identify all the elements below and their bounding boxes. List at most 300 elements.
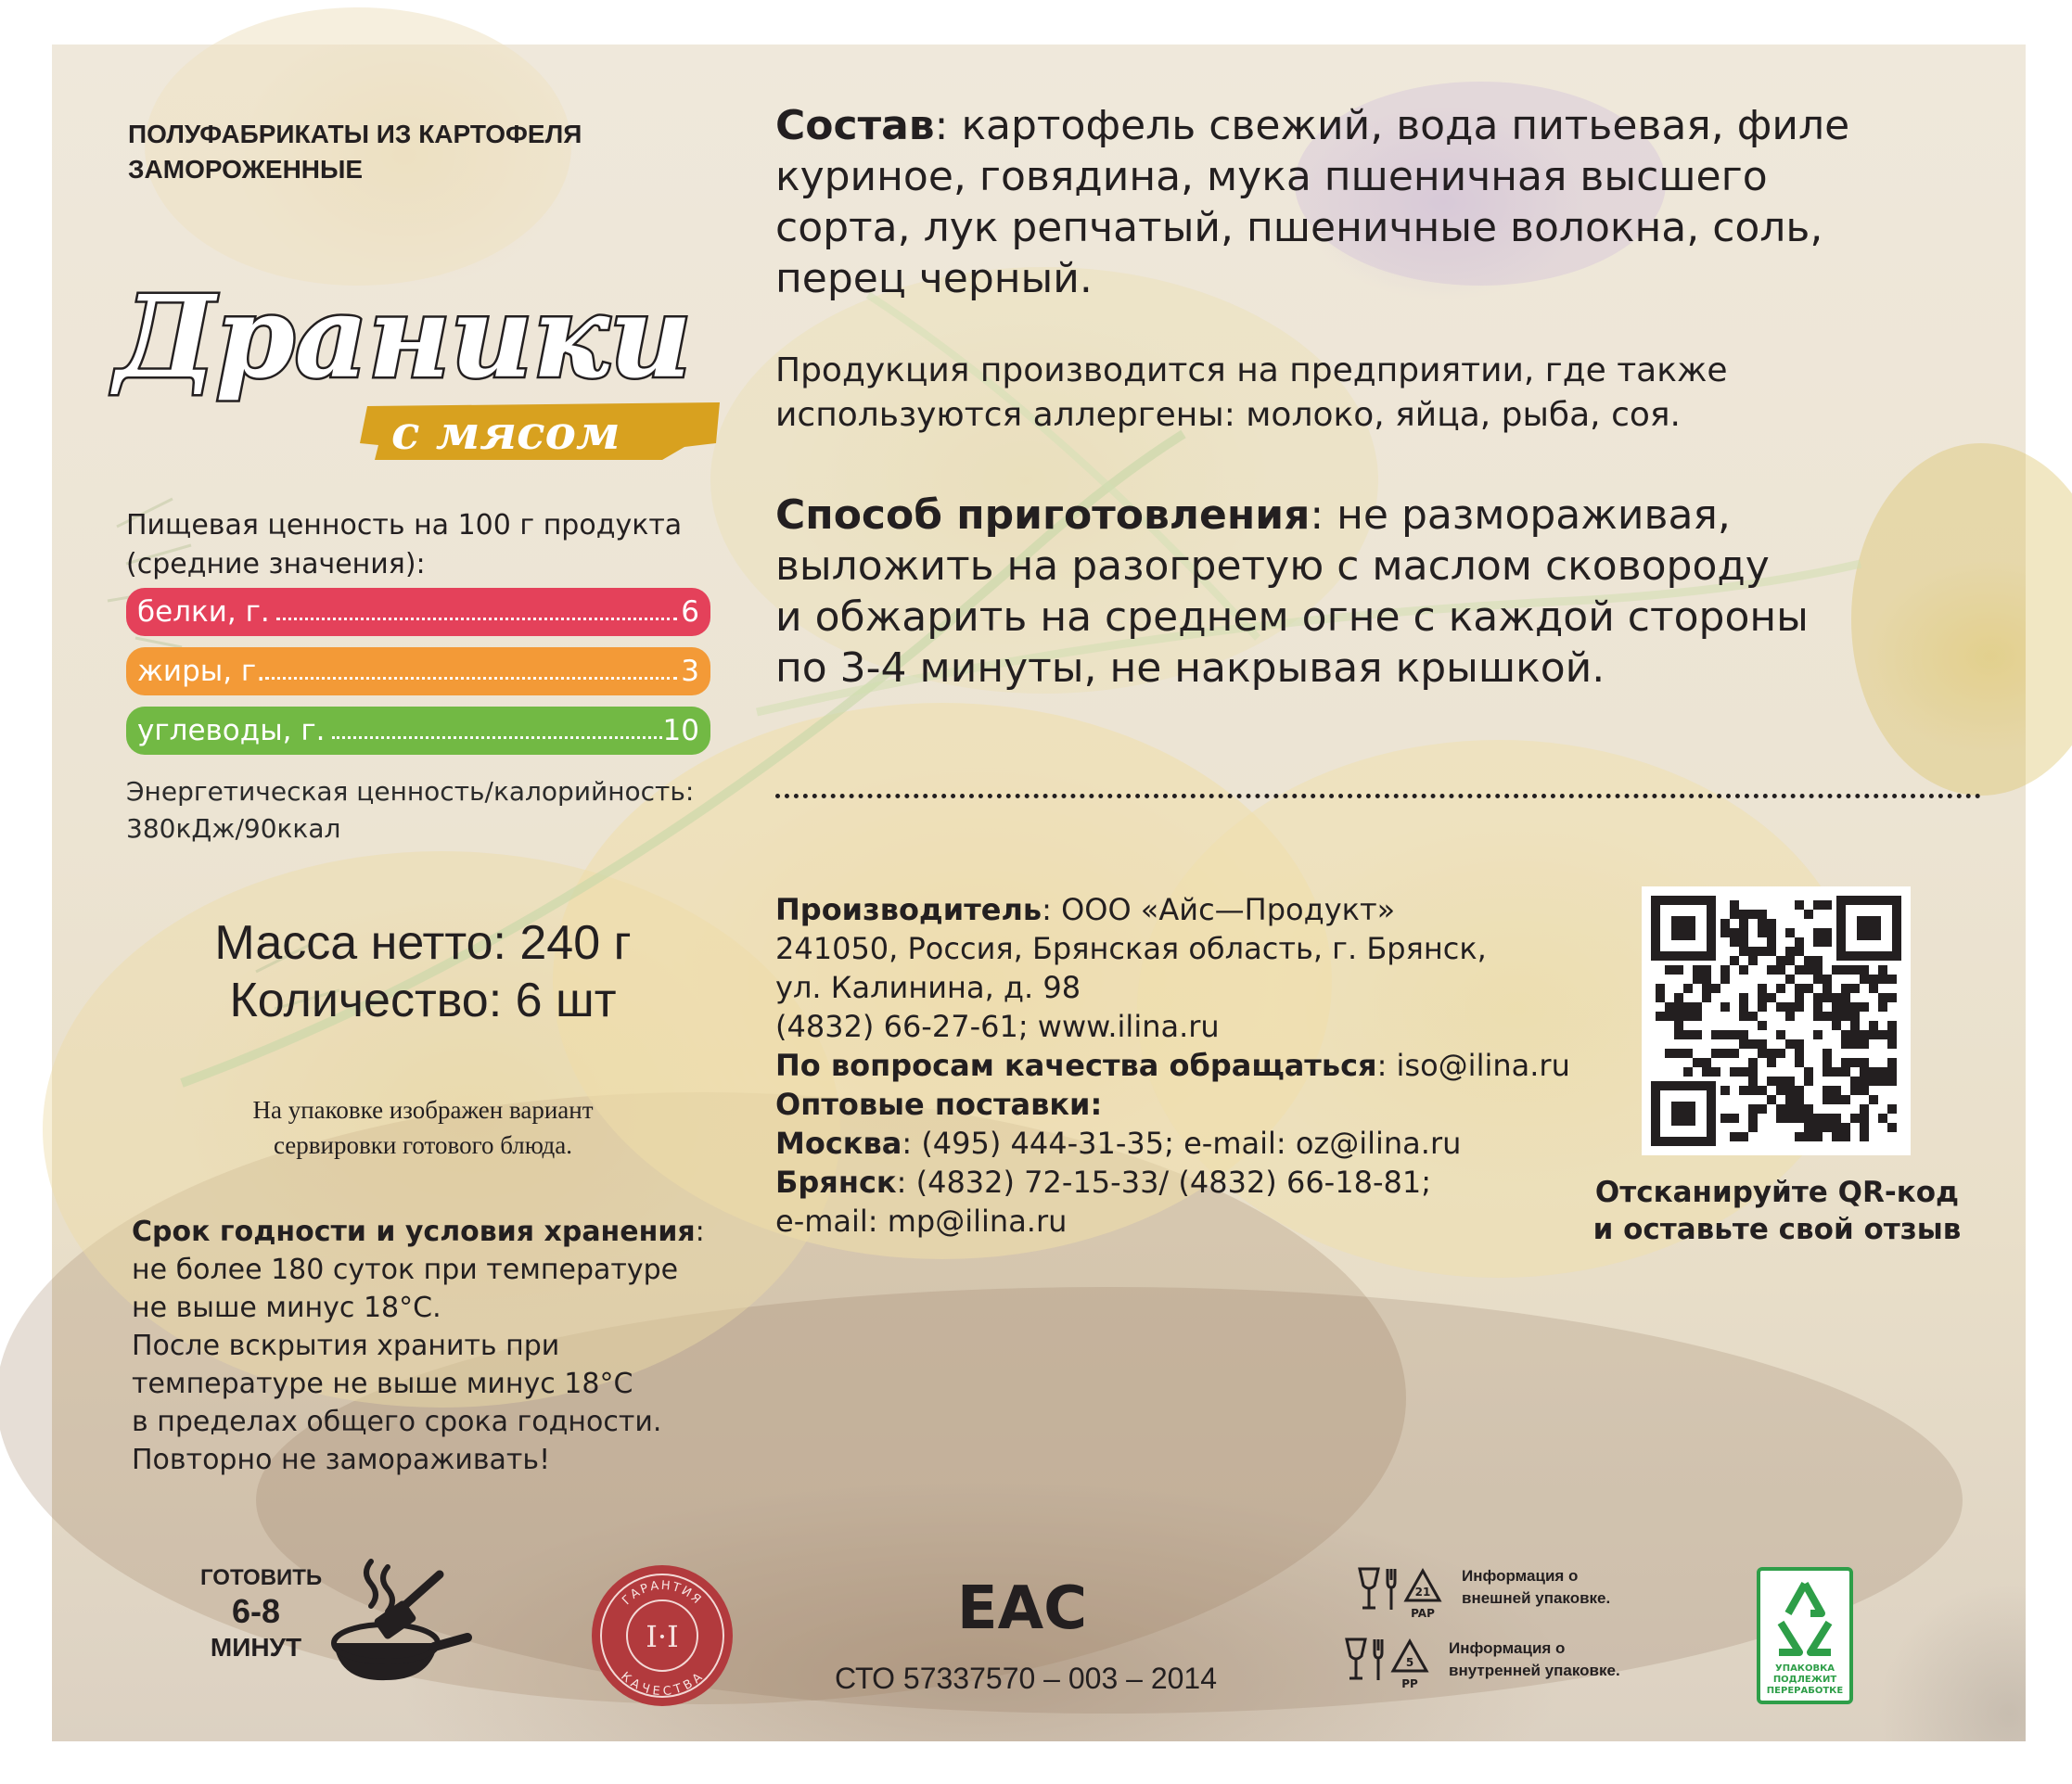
qr-module	[1887, 1021, 1897, 1030]
nutrition-value: 3	[681, 655, 699, 688]
producer-line: Производитель: ООО «Айс—Продукт»	[775, 892, 1396, 927]
seal-center-text: I·I	[646, 1619, 679, 1654]
qr-module	[1739, 1039, 1748, 1049]
qr-module	[1739, 928, 1748, 937]
qr-module	[1758, 910, 1767, 919]
qr-module	[1832, 1132, 1841, 1141]
qr-module	[1767, 937, 1776, 947]
qr-module	[1748, 947, 1758, 956]
qr-module	[1795, 1039, 1804, 1049]
qr-module	[1720, 1086, 1730, 1095]
product-category-line1: ПОЛУФАБРИКАТЫ ИЗ КАРТОФЕЛЯ	[128, 120, 582, 148]
moscow-label: Москва	[775, 1126, 902, 1161]
qr-module	[1748, 1039, 1758, 1049]
qr-module	[1748, 956, 1758, 965]
qr-module	[1702, 1058, 1711, 1067]
qr-module	[1795, 984, 1804, 993]
qr-module	[1785, 1114, 1795, 1123]
qr-module	[1785, 1104, 1795, 1114]
product-category-line2: ЗАМОРОЖЕННЫЕ	[128, 155, 364, 184]
bryansk-email: e-mail: mp@ilina.ru	[775, 1204, 1068, 1239]
qr-module	[1823, 1049, 1832, 1058]
qr-module	[1785, 928, 1795, 937]
storage-line: Повторно не замораживать!	[132, 1444, 551, 1476]
qr-caption-line1: Отсканируйте QR-код	[1594, 1176, 1960, 1209]
qr-module	[1683, 1030, 1693, 1039]
eac-text: EAC	[956, 1574, 1088, 1643]
qr-module	[1823, 1123, 1832, 1132]
qr-module	[1795, 947, 1804, 956]
qr-module	[1813, 937, 1823, 947]
qr-module	[1711, 984, 1720, 993]
storage-line: в пределах общего срока годности.	[132, 1406, 662, 1438]
qr-module	[1711, 1067, 1720, 1077]
qr-module	[1739, 1012, 1748, 1021]
qr-module	[1813, 1132, 1823, 1141]
qr-module	[1869, 1021, 1878, 1030]
qr-module	[1804, 956, 1813, 965]
qr-module	[1674, 1049, 1683, 1058]
qr-module	[1730, 1049, 1739, 1058]
qr-module	[1702, 1067, 1711, 1077]
qr-module	[1785, 1095, 1795, 1104]
qr-module	[1730, 937, 1739, 947]
composition	[775, 100, 1972, 304]
qr-module	[1832, 1021, 1841, 1030]
nutrition-bar-fat	[126, 647, 710, 695]
qr-module	[1693, 1030, 1702, 1039]
quantity: Количество: 6 шт	[229, 974, 617, 1027]
qr-module	[1832, 993, 1841, 1002]
qr-module	[1832, 965, 1841, 975]
storage-line: не более 180 суток при температуре	[132, 1254, 679, 1286]
qr-module	[1683, 1002, 1693, 1012]
qr-module	[1758, 947, 1767, 956]
cooking-line3: и обжарить на среднем огне с каждой стороны	[775, 593, 1809, 641]
qr-module	[1841, 1058, 1850, 1067]
qr-module	[1656, 993, 1665, 1002]
qr-module	[1887, 1039, 1897, 1049]
qr-module	[1804, 1123, 1813, 1132]
energy-line1: Энергетическая ценность/калорийность:	[126, 776, 695, 807]
qr-module	[1795, 937, 1804, 947]
cooking-line2: выложить на разогретую с маслом сковороду	[775, 542, 1770, 590]
qr-module	[1823, 1067, 1832, 1077]
composition-line2: куриное, говядина, мука пшеничная высшего	[775, 153, 1768, 200]
nutrition-bar-carbs	[126, 707, 710, 755]
qr-module	[1832, 1086, 1841, 1095]
qr-module	[1878, 965, 1887, 975]
allergens-line2: используются аллергены: молоко, яйца, рыба, соя.	[775, 396, 1681, 434]
qr-module	[1758, 1086, 1767, 1095]
qr-module	[1795, 1086, 1804, 1095]
qr-caption-line2: и оставьте свой отзыв	[1592, 1213, 1962, 1246]
allergens-line1: Продукция производится на предприятии, где также	[775, 351, 1728, 389]
storage-line: После вскрытия хранить при	[132, 1330, 560, 1362]
qr-module	[1748, 1012, 1758, 1021]
nutrition-name: жиры, г.	[137, 655, 266, 688]
product-category	[128, 117, 703, 187]
qr-module	[1795, 1095, 1804, 1104]
storage-line: не выше минус 18°С.	[132, 1292, 441, 1324]
cook-time-top: ГОТОВИТЬ	[200, 1565, 323, 1590]
recycle-line3: ПЕРЕРАБОТКЕ	[1766, 1686, 1844, 1696]
qr-module	[1869, 1095, 1878, 1104]
quality-email: : iso@ilina.ru	[1376, 1048, 1570, 1083]
producer-phone-web: (4832) 66-27-61; www.ilina.ru	[775, 1009, 1220, 1044]
qr-module	[1841, 1030, 1850, 1039]
qr-module	[1850, 1058, 1860, 1067]
qr-module	[1850, 1114, 1860, 1123]
qr-module	[1813, 928, 1823, 937]
qr-module	[1730, 1114, 1739, 1123]
qr-module	[1776, 1049, 1785, 1058]
quality-seal-logo	[588, 1561, 736, 1710]
storage-colon: :	[695, 1216, 705, 1248]
cooking-label: Способ приготовления	[775, 491, 1311, 539]
qr-module	[1702, 993, 1711, 1002]
qr-module	[1887, 1030, 1897, 1039]
brand-name: Драники	[115, 270, 692, 403]
qr-module	[1674, 1021, 1683, 1030]
qr-module	[1887, 1104, 1897, 1114]
qr-module	[1795, 900, 1804, 910]
storage-conditions	[132, 1213, 799, 1479]
qr-module	[1832, 1123, 1841, 1132]
qr-module	[1795, 993, 1804, 1002]
outer-packaging-text: Информация о внешней упаковке.	[1462, 1567, 1611, 1607]
qr-module	[1887, 993, 1897, 1002]
qr-module	[1795, 1058, 1804, 1067]
cook-time-value: 6-8	[231, 1592, 281, 1630]
qr-module	[1693, 1002, 1702, 1012]
qr-module	[1823, 993, 1832, 1002]
qr-module	[1693, 1058, 1702, 1067]
cook-time-badge	[200, 1565, 323, 1663]
qr-module	[1739, 947, 1748, 956]
nutrition-heading	[126, 506, 757, 584]
eac-mark-icon	[956, 1565, 1088, 1643]
qr-module	[1860, 1123, 1869, 1132]
qr-module	[1656, 1012, 1665, 1021]
qr-module	[1841, 1132, 1850, 1141]
qr-module	[1823, 1086, 1832, 1095]
qr-module	[1832, 1002, 1841, 1012]
outer-packaging-icons	[1354, 1565, 1456, 1623]
qr-module	[1730, 1030, 1739, 1039]
composition-line4: перец черный.	[775, 255, 1093, 302]
qr-module	[1860, 1077, 1869, 1086]
qr-module	[1702, 975, 1711, 984]
qr-module	[1850, 1077, 1860, 1086]
qr-module	[1804, 910, 1813, 919]
qr-module	[1841, 1012, 1850, 1021]
qr-module	[1804, 1114, 1813, 1123]
qr-module	[1739, 993, 1748, 1002]
qr-module	[1758, 1021, 1767, 1030]
qr-module	[1823, 937, 1832, 947]
qr-module	[1887, 1077, 1897, 1086]
qr-module	[1730, 956, 1739, 965]
composition-line1: Состав: картофель свежий, вода питьевая, филе	[775, 102, 1850, 149]
qr-module	[1813, 1030, 1823, 1039]
cook-time-unit: МИНУТ	[210, 1633, 302, 1662]
qr-module	[1720, 965, 1730, 975]
qr-module	[1832, 1012, 1841, 1021]
qr-module	[1887, 975, 1897, 984]
qr-module	[1795, 1114, 1804, 1123]
inner-pack-material: PP	[1401, 1677, 1418, 1690]
qr-module	[1841, 1123, 1850, 1132]
qr-module	[1860, 975, 1869, 984]
wholesale-heading: Оптовые поставки:	[775, 1087, 1103, 1122]
qr-module	[1813, 1123, 1823, 1132]
qr-module	[1748, 910, 1758, 919]
nutrition-bar-protein	[126, 588, 710, 636]
qr-module	[1730, 928, 1739, 937]
qr-module	[1860, 965, 1869, 975]
qr-module	[1776, 984, 1785, 993]
qr-module	[1683, 984, 1693, 993]
qr-module	[1841, 984, 1850, 993]
qr-finder-core	[1671, 1102, 1695, 1126]
qr-module	[1841, 965, 1850, 975]
nutrition-heading-line1: Пищевая ценность на 100 г продукта	[126, 509, 683, 542]
qr-module	[1739, 1030, 1748, 1039]
qr-module	[1683, 1012, 1693, 1021]
qr-module	[1860, 1030, 1869, 1039]
qr-module	[1767, 1077, 1776, 1086]
qr-caption	[1573, 1174, 1981, 1248]
qr-module	[1785, 956, 1795, 965]
dot-leader	[265, 677, 677, 680]
qr-module	[1869, 975, 1878, 984]
qr-module	[1767, 928, 1776, 937]
qr-module	[1878, 975, 1887, 984]
qr-module	[1841, 993, 1850, 1002]
qr-module	[1823, 900, 1832, 910]
qr-module	[1748, 1123, 1758, 1132]
seal-bottom-text: КАЧЕСТВА	[618, 1669, 707, 1700]
qr-module	[1748, 1077, 1758, 1086]
qr-module	[1804, 984, 1813, 993]
qr-module	[1758, 1039, 1767, 1049]
qr-module	[1776, 965, 1785, 975]
energy-value	[126, 773, 757, 847]
qr-module	[1776, 1030, 1785, 1039]
seal-top-text: ГАРАНТИЯ	[620, 1578, 705, 1609]
qr-module	[1878, 1030, 1887, 1039]
qr-module	[1813, 1002, 1823, 1012]
qr-module	[1850, 984, 1860, 993]
qr-module	[1860, 1114, 1869, 1123]
qr-module	[1813, 1012, 1823, 1021]
qr-module	[1785, 1077, 1795, 1086]
qr-module	[1841, 1067, 1850, 1077]
qr-module	[1665, 1049, 1674, 1058]
qr-module	[1878, 1077, 1887, 1086]
energy-line2: 380кДж/90ккал	[126, 813, 341, 844]
qr-module	[1693, 975, 1702, 984]
qr-module	[1869, 984, 1878, 993]
storage-line: температуре не выше минус 18°С	[132, 1368, 633, 1400]
qr-module	[1711, 1030, 1720, 1039]
qr-module	[1758, 919, 1767, 928]
qr-module	[1813, 1114, 1823, 1123]
qr-module	[1739, 1132, 1748, 1141]
nutrition-name: белки, г.	[137, 595, 270, 629]
qr-module	[1683, 1067, 1693, 1077]
package-label	[52, 45, 2026, 1741]
qr-module	[1823, 984, 1832, 993]
qr-module	[1823, 1012, 1832, 1021]
qr-module	[1758, 928, 1767, 937]
qr-module	[1823, 1095, 1832, 1104]
nutrition-heading-line2: (средние значения):	[126, 548, 426, 580]
composition-line3: сорта, лук репчатый, пшеничные волокна, соль,	[775, 204, 1823, 251]
qr-module	[1748, 1067, 1758, 1077]
qr-module	[1748, 1114, 1758, 1123]
qr-module	[1887, 1123, 1897, 1132]
qr-module	[1795, 1049, 1804, 1058]
qr-module	[1850, 1086, 1860, 1095]
qr-module	[1823, 975, 1832, 984]
qr-module	[1850, 1039, 1860, 1049]
qr-module	[1804, 965, 1813, 975]
serving-note	[163, 1092, 683, 1163]
qr-module	[1795, 1002, 1804, 1012]
moscow-contact: Москва: (495) 444-31-35; e-mail: oz@ilina.ru	[775, 1126, 1462, 1161]
qr-module	[1776, 1104, 1785, 1114]
bryansk-label: Брянск	[775, 1165, 897, 1200]
qr-module	[1776, 1077, 1785, 1086]
outer-pack-code: 21	[1414, 1586, 1431, 1599]
qr-module	[1878, 1002, 1887, 1012]
qr-module	[1823, 1114, 1832, 1123]
qr-module	[1767, 947, 1776, 956]
bryansk-contact: Брянск: (4832) 72-15-33/ (4832) 66-18-81;	[775, 1165, 1431, 1200]
qr-finder-core	[1857, 916, 1881, 940]
qr-module	[1878, 993, 1887, 1002]
qr-module	[1739, 919, 1748, 928]
qr-module	[1702, 965, 1711, 975]
qr-module	[1785, 1086, 1795, 1095]
qr-module	[1720, 1114, 1730, 1123]
qr-finder-core	[1671, 916, 1695, 940]
qr-module	[1730, 1067, 1739, 1077]
dot-leader	[332, 736, 662, 739]
qr-module	[1776, 956, 1785, 965]
inner-packaging-icons	[1341, 1636, 1443, 1693]
nutrition-name: углеводы, г.	[137, 714, 326, 747]
qr-module	[1850, 965, 1860, 975]
qr-module	[1813, 975, 1823, 984]
serving-note-line1: На упаковке изображен вариант	[252, 1096, 594, 1124]
serving-note-line2: сервировки готового блюда.	[273, 1131, 573, 1159]
qr-module	[1730, 910, 1739, 919]
qr-module	[1785, 975, 1795, 984]
qr-module	[1813, 993, 1823, 1002]
qr-module	[1720, 1049, 1730, 1058]
qr-module	[1878, 1114, 1887, 1123]
qr-module	[1860, 1086, 1869, 1095]
qr-module	[1869, 1030, 1878, 1039]
qr-module	[1758, 1002, 1767, 1012]
qr-module	[1804, 1132, 1813, 1141]
qr-module	[1776, 1114, 1785, 1123]
qr-module	[1804, 1067, 1813, 1077]
qr-module	[1860, 1058, 1869, 1067]
qr-module	[1674, 1002, 1683, 1012]
qr-module	[1739, 910, 1748, 919]
qr-module	[1785, 1012, 1795, 1021]
qr-module	[1850, 1012, 1860, 1021]
qr-module	[1832, 1114, 1841, 1123]
qr-module	[1823, 928, 1832, 937]
qr-module	[1878, 1067, 1887, 1077]
qr-module	[1869, 1077, 1878, 1086]
storage-title: Срок годности и условия хранения	[132, 1216, 696, 1248]
composition-label: Состав	[775, 102, 935, 149]
qr-module	[1795, 1104, 1804, 1114]
qr-module	[1720, 1030, 1730, 1039]
qr-module	[1767, 965, 1776, 975]
qr-module	[1785, 1039, 1795, 1049]
quality-contact	[775, 1046, 1684, 1085]
storage-title-line	[132, 1213, 799, 1251]
qr-module	[1813, 900, 1823, 910]
cooking-line1: Способ приготовления: не размораживая,	[775, 491, 1731, 539]
qr-module	[1693, 965, 1702, 975]
qr-module	[1665, 965, 1674, 975]
qr-module	[1860, 1132, 1869, 1141]
qr-module	[1767, 1058, 1776, 1067]
qr-module	[1795, 1132, 1804, 1141]
qr-module	[1739, 1086, 1748, 1095]
qr-module	[1739, 937, 1748, 947]
producer-address-line1: 241050, Россия, Брянская область, г. Брянск,	[775, 931, 1487, 966]
cooking-method	[775, 490, 1972, 694]
inner-pack-code: 5	[1405, 1656, 1414, 1669]
qr-module	[1767, 919, 1776, 928]
brand-logo	[96, 237, 727, 488]
qr-module	[1860, 1104, 1869, 1114]
qr-module	[1748, 1058, 1758, 1067]
qr-code	[1642, 886, 1911, 1155]
allergens-note	[775, 349, 1972, 438]
qr-module	[1702, 984, 1711, 993]
net-mass: Масса нетто: 240 г	[214, 916, 632, 970]
qr-module	[1767, 993, 1776, 1002]
dot-leader	[276, 618, 677, 620]
qr-module	[1758, 984, 1767, 993]
qr-module	[1813, 965, 1823, 975]
qr-module	[1674, 1012, 1683, 1021]
qr-module	[1860, 1039, 1869, 1049]
qr-module	[1795, 965, 1804, 975]
nutrition-value: 6	[681, 595, 699, 629]
quality-label: По вопросам качества обращаться	[775, 1048, 1377, 1083]
producer-info	[775, 890, 1684, 1241]
qr-module	[1720, 1002, 1730, 1012]
qr-module	[1776, 1002, 1785, 1012]
qr-module	[1720, 975, 1730, 984]
dotted-separator	[775, 794, 1981, 798]
qr-module	[1683, 1049, 1693, 1058]
brand-subtitle: с мясом	[391, 405, 620, 460]
qr-module	[1785, 1002, 1795, 1012]
qr-module	[1674, 965, 1683, 975]
